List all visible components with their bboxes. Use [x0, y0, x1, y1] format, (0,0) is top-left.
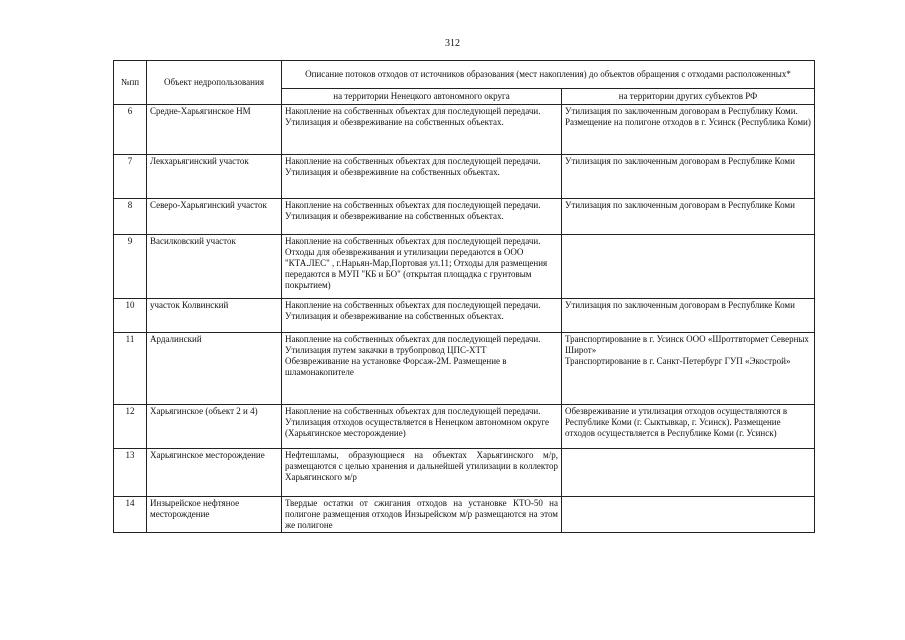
table-row: [114, 449, 815, 497]
table-row: [114, 333, 815, 405]
header-nao: на территории Ненецкого автономного округа: [282, 89, 562, 105]
cell-nao: [282, 333, 562, 405]
cell-object: Инзырейское нефтяное месторождение: [147, 497, 282, 533]
cell-other-regions: [562, 155, 815, 199]
cell-object: Лекхарьягинский участок: [147, 155, 282, 199]
cell-object: Харьягинское месторождение: [147, 449, 282, 497]
cell-num: 8: [114, 199, 147, 235]
table-row: [114, 405, 815, 449]
table-row: [114, 299, 815, 333]
cell-nao: Накопление на собственных объектах для последующей передачи. Утилизация и обезвреживание на собственных объектах.: [282, 199, 562, 235]
cell-object: Василковский участок: [147, 235, 282, 299]
cell-other-regions: [562, 235, 815, 299]
table-row: [114, 497, 815, 533]
cell-other-regions: [562, 299, 815, 333]
table-row: [114, 235, 815, 299]
cell-object: Северо-Харьягинский участок: [147, 199, 282, 235]
header-num: №пп: [114, 61, 147, 105]
cell-other-line: Утилизация по заключенным договорам в Республику Коми.: [565, 106, 798, 116]
cell-object: Средне-Харьягинское НМ: [147, 105, 282, 155]
waste-flow-table: [113, 60, 815, 533]
cell-object: Ардалинский: [147, 333, 282, 405]
cell-object: участок Колвинский: [147, 299, 282, 333]
page-number: 312: [445, 38, 460, 49]
header-other-regions: на территории других субъектов РФ: [562, 89, 815, 105]
cell-num: 7: [114, 155, 147, 199]
cell-nao-line: Накопление на собственных объектах для последующей передачи. Утилизация путем закачки в трубопровод ЦПС-ХТТ: [285, 334, 541, 355]
cell-num: 10: [114, 299, 147, 333]
header-description: Описание потоков отходов от источников образования (мест накопления) до объектов обращения с отходами расположенных*: [282, 61, 815, 89]
cell-num: 9: [114, 235, 147, 299]
cell-nao: Накопление на собственных объектах для последующей передачи. Отходы для обезвреживания и утилизации передаются в ООО "КТА.ЛЕС" , г.Нарьян-Мар,Портовая ул.11; Отходы для размещения передаются в МУП "КБ и БО" (открытая площадка с грунтовым покрытием): [282, 235, 562, 299]
cell-other-line: Транспортирование в г. Усинск ООО «Шроттвтормет Северных Широт»: [565, 334, 809, 355]
cell-nao-line: Обезвреживание на установке Форсаж-2М. Размещение в шламонакопителе: [285, 356, 507, 377]
cell-nao: Накопление на собственных объектах для последующей передачи. Утилизация и обезвреживние на собственных объектах.: [282, 155, 562, 199]
table-row: [114, 105, 815, 155]
cell-num: 14: [114, 497, 147, 533]
table-row: [114, 199, 815, 235]
cell-object: Харьягинское (объект 2 и 4): [147, 405, 282, 449]
cell-num: 13: [114, 449, 147, 497]
cell-other-line: Утилизация по заключенным договорам в Республике Коми: [565, 156, 795, 166]
cell-other-regions: [562, 405, 815, 449]
cell-other-line: Утилизация по заключенным договорам в Республике Коми: [565, 300, 795, 310]
cell-num: 12: [114, 405, 147, 449]
cell-other-line: Транспортирование в г. Санкт-Петербург ГУП «Экострой»: [565, 356, 791, 366]
header-object: Объект недропользования: [147, 61, 282, 105]
cell-other-regions: [562, 449, 815, 497]
cell-other-line: Размещение на полигоне отходов в г. Усинск (Республика Коми): [565, 117, 811, 127]
cell-other-line: Обезвреживание и утилизация отходов осуществляются в Республике Коми (г. Сыктывкар, г. Усинск). Размещение отходов осуществляется в Республике Коми (г. Усинск): [565, 406, 788, 438]
cell-num: 11: [114, 333, 147, 405]
cell-nao: Накопление на собственных объектах для последующей передачи. Утилизация и обезвреживание на собственных объектах.: [282, 299, 562, 333]
cell-other-regions: [562, 333, 815, 405]
cell-nao: Твердые остатки от сжигания отходов на установке КТО-50 на полигоне размещения отходов Инзырейском м/р размещаются на этом же полигоне: [282, 497, 562, 533]
cell-nao: Накопление на собственных объектах для последующей передачи. Утилизация и обезвреживание на собственных объектах.: [282, 105, 562, 155]
cell-other-regions: [562, 199, 815, 235]
table-row: [114, 155, 815, 199]
cell-other-line: Утилизация по заключенным договорам в Республике Коми: [565, 200, 795, 210]
cell-other-regions: [562, 497, 815, 533]
cell-nao: Нефтешламы, образующиеся на объектах Харьягинского м/р, размещаются с целью хранения и дальнейшей утилизации в коллектор Харьягинского м/р: [282, 449, 562, 497]
cell-nao: Накопление на собственных объектах для последующей передачи. Утилизация отходов осуществляется в Ненецком автономном округе (Харьягинское месторождение): [282, 405, 562, 449]
cell-other-regions: [562, 105, 815, 155]
cell-num: 6: [114, 105, 147, 155]
